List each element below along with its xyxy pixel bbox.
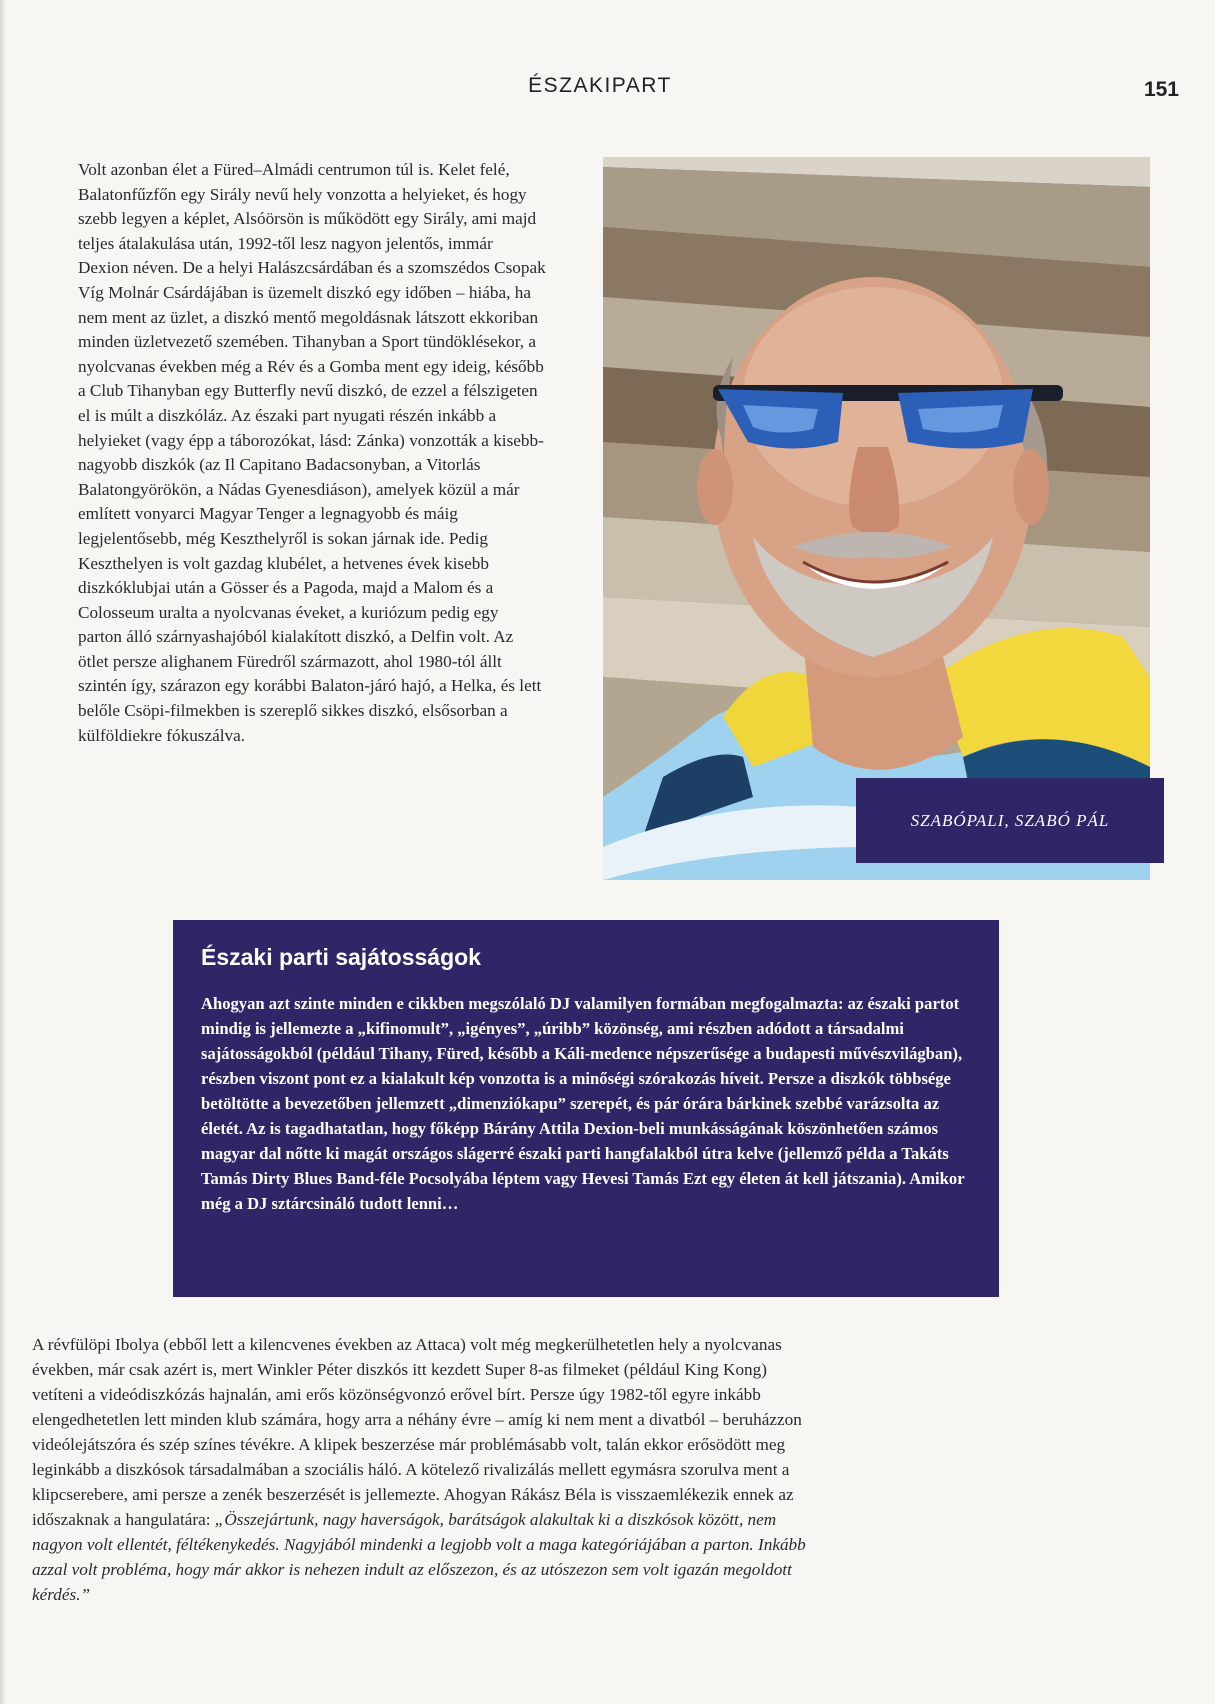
sidebar-box (173, 920, 999, 1297)
article-column-text: Volt azonban élet a Füred–Almádi centrumon túl is. Kelet felé, Balatonfűzfőn egy Sirály nevű hely vonzotta a helyieket, és hogy szebb legyen a képlet, Alsóörsön is működött egy Sirály, ami majd teljes átalakulása után, 1992-től lesz nagyon jelentős, immár Dexion néven. De a helyi Halászcsárdában és a szomszédos Csopak Víg Molnár Csárdájában is üzemelt diszkó egy időben – hiába, ha nem ment az üzlet, a diszkó mentő megoldásnak látszott ekkoriban minden üzletvezető szemében. Tihanyban a Sport tündöklésekor, a nyolcvanas években még a Rév és a Gomba ment egy ideig, később a Club Tihanyban egy Butterfly nevű diszkó, de ezzel a félszigeten el is múlt a diszkóláz. Az északi part nyugati részén inkább a helyieket (vagy épp a táborozókat, lásd: Zánka) vonzották a kisebb-nagyobb diszkók (az Il Capitano Badacsonyban, a Vitorlás Balatongyörökön, a Nádas Gyenesdiáson), amelyek közül a már említett vonyarci Magyar Tenger a legnagyobb és máig legjelentősebb, még Keszthelyről is sokan járnak ide. Pedig Keszthelyen is volt gazdag klubélet, a hetvenes évek kisebb diszkóklubjai után a Gösser és a Pagoda, majd a Malom és a Colosseum uralta a nyolcvanas éveket, a kuriózum pedig egy parton álló szárnyashajóból kialakított diszkó, a Delfin volt. Az ötlet persze alighanem Füredről származott, ahol 1980-tól állt szintén így, szárazon egy korábbi Balaton-járó hajó, a Helka, és lett belőle Csöpi-filmekben is szereplő sikkes diszkó, elsősorban a külföldiekre fókuszálva. (78, 160, 546, 745)
portrait-photo (603, 157, 1150, 880)
section-title: ÉSZAKIPART (528, 74, 672, 97)
sidebar-body: Ahogyan azt szinte minden e cikkben megszólaló DJ valamilyen formában megfogalmazta: az északi partot mindig is jellemezte a „kifinomult”, „igényes”, „úribb” közönség, ami részben adódott a társadalmi sajátosságokból (például Tihany, Füred, később a Káli-medence népszerűsége a budapesti művészvilágban), részben viszont pont ez a kialakult kép vonzotta is a minőségi szórakozás híveit. Persze a diszkók többsége betöltötte a bevezetőben jellemzett „dimenziókapu” szerepét, és pár órára bárkinek szebbé varázsolta az életét. Az is tagadhatatlan, hogy főképp Bárány Attila Dexion-beli munkásságának köszönhetően számos magyar dal nőtte ki magát országos slágerré északi parti hangfalakból útra kelve (jellemző példa a Takáts Tamás Dirty Blues Band-féle Pocsolyába léptem vagy Hevesi Tamás Ezt egy életen át kell játszania). Amikor még a DJ sztárcsináló tudott lenni… (201, 994, 965, 1213)
page-edge (0, 0, 6, 1704)
photo-caption: SZABÓPALI, SZABÓ PÁL (910, 810, 1110, 830)
closing-quote: „Összejártunk, nagy haverságok, barátságok alakultak ki a diszkósok között, nem nagyon volt ellentét, féltékenykedés. Nagyjából mindenki a legjobb volt a maga kategóriájában a parton. Inkább azzal volt probléma, hogy már akkor is nehezen indult az előszezon, és az utószezon sem volt igazán megoldott kérdés.” (32, 1510, 806, 1604)
photo-caption-box (856, 778, 1164, 863)
closing-paragraph (32, 1332, 812, 1607)
closing-text: A révfülöpi Ibolya (ebből lett a kilencvenes években az Attaca) volt még megkerülhetetlen hely a nyolcvanas években, már csak azért is, mert Winkler Péter diszkós itt kezdett Super 8-as filmeket (például King Kong) vetíteni a videódiszkózás hajnalán, ami erős közönségvonzó erővel bírt. Persze úgy 1982-től egyre inkább elengedhetetlen lett minden klub számára, hogy arra a néhány évre – amíg ki nem ment a divatból – beruházzon videólejátszóra és szép színes tévékre. A klipek beszerzése már problémásabb volt, talán ekkor erősödött meg leginkább a diszkósok társadalmában a szociális háló. A kötelező rivalizálás mellett egymásra szorulva ment a klipcserebere, ami persze a zenék beszerzését is jellemezte. Ahogyan Rákász Béla is visszaemlékezik ennek az időszaknak a hangulatára: (32, 1335, 802, 1529)
page-number: 151 (1143, 78, 1179, 101)
sidebar-title: Északi parti sajátosságok (201, 944, 481, 970)
portrait-illustration (603, 157, 1150, 880)
